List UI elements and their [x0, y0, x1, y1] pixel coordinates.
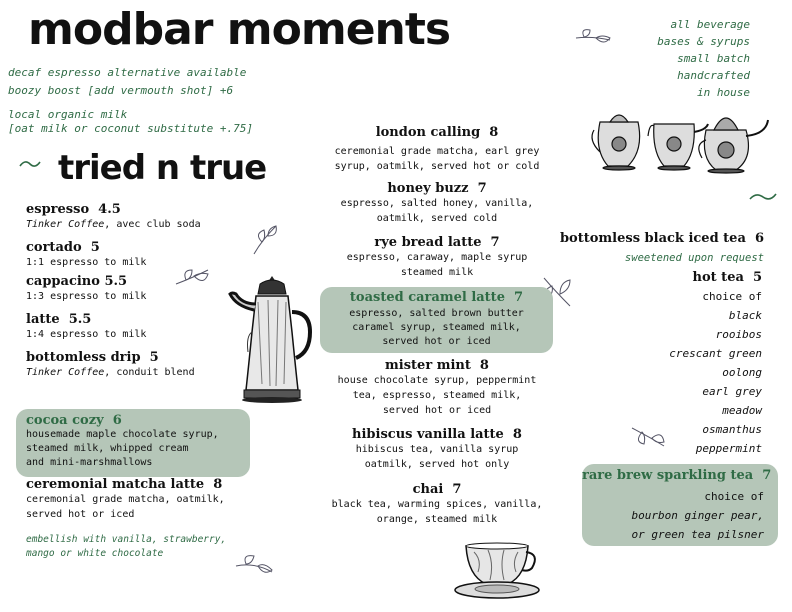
- teapot-set-illustration: [586, 100, 774, 174]
- milk-substitute-note: [oat milk or coconut substitute +.75]: [8, 122, 254, 135]
- embellish-note: embellish with vanilla, strawberry, mango or white chocolate: [26, 534, 227, 559]
- menu-item-ceremonial-matcha-latte: ceremonial matcha latte 8 ceremonial grade matcha, oatmilk, served hot or iced: [26, 477, 225, 520]
- cocoa-cozy-box: cocoa cozy 6 housemade maple chocolate syrup, steamed milk, whipped cream and mini-marshmallows: [16, 409, 250, 477]
- teacup-illustration: [452, 540, 542, 602]
- decaf-note: decaf espresso alternative available: [8, 66, 247, 79]
- boozy-note: boozy boost [add vermouth shot] +6: [8, 84, 234, 97]
- header-notes: [8, 64, 246, 100]
- menu-item-cappacino: cappacino 5.5 1:3 espresso to milk: [26, 274, 147, 302]
- menu-item-cortado: cortado 5 1:1 espresso to milk: [26, 240, 147, 268]
- coffee-pot-illustration: [226, 272, 318, 406]
- milk-note: local organic milk: [8, 108, 128, 121]
- menu-item-chai: chai 7 black tea, warming spices, vanilla, orange, steamed milk: [331, 482, 543, 525]
- menu-item-rye-bread-latte: rye bread latte 7 espresso, caraway, maple syrup steamed milk: [346, 235, 528, 278]
- menu-item-hibiscus-vanilla-latte: hibiscus vanilla latte 8 hibiscus tea, vanilla syrup oatmilk, served hot only: [352, 427, 522, 470]
- rare-brew-sparkling-tea-box: rare brew sparkling tea 7 choice of bourbon ginger pear, or green tea pilsner: [582, 464, 778, 546]
- milk-notes: [8, 108, 253, 136]
- leaf-sprig-icon: [234, 552, 274, 578]
- toasted-caramel-latte-box: toasted caramel latte 7 espresso, salted brown butter caramel syrup, steamed milk, served hot or iced: [320, 287, 553, 353]
- section-title-tried-n-true: tried n true: [58, 148, 267, 188]
- menu-item-latte: latte 5.5 1:4 espresso to milk: [26, 312, 147, 340]
- hot-tea-options: black rooibos crescant green oolong earl grey meadow osmanthus peppermint: [669, 309, 762, 455]
- menu-item-espresso: espresso 4.5 Tinker Coffee, avec club soda: [26, 202, 201, 230]
- menu-title: modbar moments: [28, 4, 451, 55]
- tilde-ornament-icon: [748, 190, 778, 204]
- menu-item-bottomless-black-iced-tea: bottomless black iced tea 6 sweetened upon request: [559, 231, 764, 264]
- tilde-ornament-icon: [18, 158, 42, 170]
- leaf-sprig-icon: [250, 222, 280, 256]
- menu-item-bottomless-drip: bottomless drip 5 Tinker Coffee, conduit blend: [26, 350, 195, 378]
- menu-item-honey-buzz: honey buzz 7 espresso, salted honey, vanilla, oatmilk, served cold: [340, 181, 534, 224]
- leaf-sprig-icon: [630, 422, 666, 450]
- leaf-sprig-icon: [574, 26, 612, 48]
- beverage-note: all beverage bases & syrups small batch handcrafted in house: [657, 18, 750, 99]
- menu-item-mister-mint: mister mint 8 house chocolate syrup, peppermint tea, espresso, steamed milk, served hot or iced: [337, 358, 537, 416]
- leaf-sprig-icon: [174, 264, 210, 290]
- menu-item-london-calling: london calling 8 ceremonial grade matcha, earl grey syrup, oatmilk, served hot or cold: [334, 125, 540, 172]
- menu-item-hot-tea: hot tea 5 choice of black rooibos crescant green oolong earl grey meadow osmanthus peppermint: [669, 270, 762, 458]
